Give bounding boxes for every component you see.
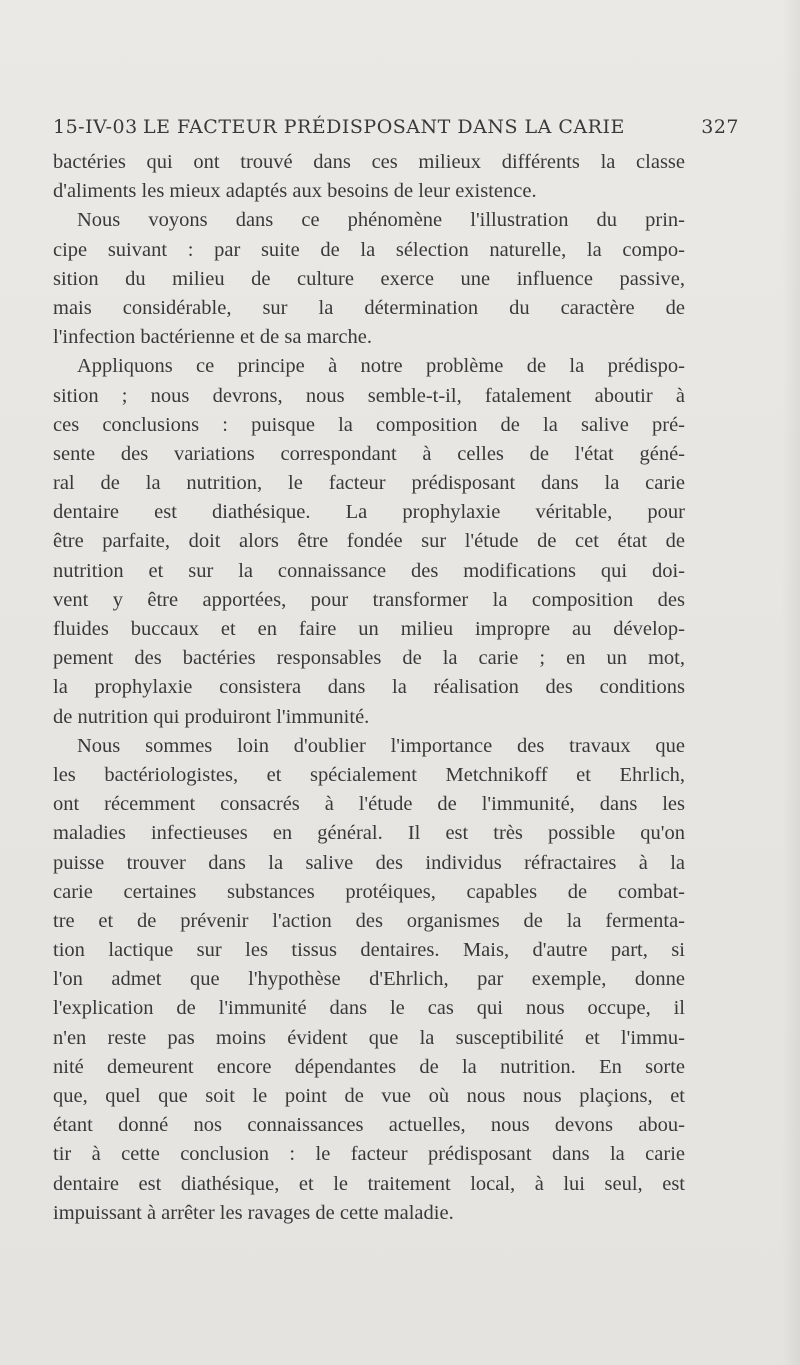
text-line: la prophylaxie consistera dans la réalisation des conditions bbox=[53, 676, 685, 699]
text-line: que, quel que soit le point de vue où nous nous plaçions, et bbox=[53, 1085, 685, 1107]
header-date: 15-IV-03 bbox=[53, 116, 138, 138]
text-line: l'explication de l'immunité dans le cas qui nous occupe, il bbox=[53, 997, 685, 1020]
text-line: puisse trouver dans la salive des individus réfractaires à la bbox=[53, 851, 685, 874]
text-line: dentaire est diathésique, et le traitement local, à lui seul, est bbox=[53, 1172, 685, 1195]
text-line: l'on admet que l'hypothèse d'Ehrlich, par exemple, donne bbox=[53, 968, 685, 991]
text-line: d'aliments les mieux adaptés aux besoins de leur existence. bbox=[53, 180, 537, 203]
text-line: mais considérable, sur la détermination du caractère de bbox=[53, 296, 685, 319]
text-line: sition ; nous devrons, nous semble-t-il, fatalement aboutir à bbox=[53, 384, 685, 407]
text-line: être parfaite, doit alors être fondée sur l'étude de cet état de bbox=[53, 530, 685, 553]
text-line: de nutrition qui produiront l'immunité. bbox=[53, 705, 370, 728]
text-line: Appliquons ce principe à notre problème de la prédispo- bbox=[77, 355, 685, 378]
running-head bbox=[53, 116, 753, 146]
text-line: impuissant à arrêter les ravages de cette maladie. bbox=[53, 1201, 454, 1224]
text-line: ont récemment consacrés à l'étude de l'immunité, dans les bbox=[53, 793, 685, 816]
text-line: vent y être apportées, pour transformer la composition des bbox=[53, 588, 685, 611]
text-line: Nous voyons dans ce phénomène l'illustration du prin- bbox=[77, 209, 685, 232]
text-line: Nous sommes loin d'oublier l'importance des travaux que bbox=[77, 734, 685, 757]
text-line: l'infection bactérienne et de sa marche. bbox=[53, 326, 373, 349]
text-line: bactéries qui ont trouvé dans ces milieux différents la classe bbox=[53, 151, 685, 173]
text-line: sente des variations correspondant à celles de l'état géné- bbox=[53, 442, 685, 465]
text-line: sition du milieu de culture exerce une influence passive, bbox=[53, 267, 685, 290]
text-line: tir à cette conclusion : le facteur prédisposant dans la carie bbox=[53, 1143, 685, 1166]
text-line: étant donné nos connaissances actuelles, nous devons abou- bbox=[53, 1114, 685, 1137]
page-number: 327 bbox=[701, 116, 739, 138]
text-line: les bactériologistes, et spécialement Metchnikoff et Ehrlich, bbox=[53, 763, 685, 786]
text-line: pement des bactéries responsables de la carie ; en un mot, bbox=[53, 647, 685, 670]
text-line: dentaire est diathésique. La prophylaxie véritable, pour bbox=[53, 501, 685, 524]
text-line: ces conclusions : puisque la composition de la salive pré- bbox=[53, 413, 685, 436]
text-line: n'en reste pas moins évident que la susceptibilité et l'immu- bbox=[53, 1026, 685, 1049]
text-line: tion lactique sur les tissus dentaires. Mais, d'autre part, si bbox=[53, 939, 685, 962]
text-line: carie certaines substances protéiques, capables de combat- bbox=[53, 880, 685, 903]
text-line: nutrition et sur la connaissance des modifications qui doi- bbox=[53, 559, 685, 582]
text-line: fluides buccaux et en faire un milieu impropre au dévelop- bbox=[53, 618, 685, 640]
header-title: LE FACTEUR PRÉDISPOSANT DANS LA CARIE bbox=[143, 116, 625, 138]
text-line: nité demeurent encore dépendantes de la nutrition. En sorte bbox=[53, 1055, 685, 1078]
text-line: maladies infectieuses en général. Il est très possible qu'on bbox=[53, 822, 685, 845]
text-line: tre et de prévenir l'action des organismes de la fermenta- bbox=[53, 909, 685, 932]
body-text bbox=[53, 148, 685, 1228]
text-line: cipe suivant : par suite de la sélection naturelle, la compo- bbox=[53, 238, 685, 261]
page-edge-shadow bbox=[782, 0, 800, 1365]
text-line: ral de la nutrition, le facteur prédisposant dans la carie bbox=[53, 472, 685, 495]
